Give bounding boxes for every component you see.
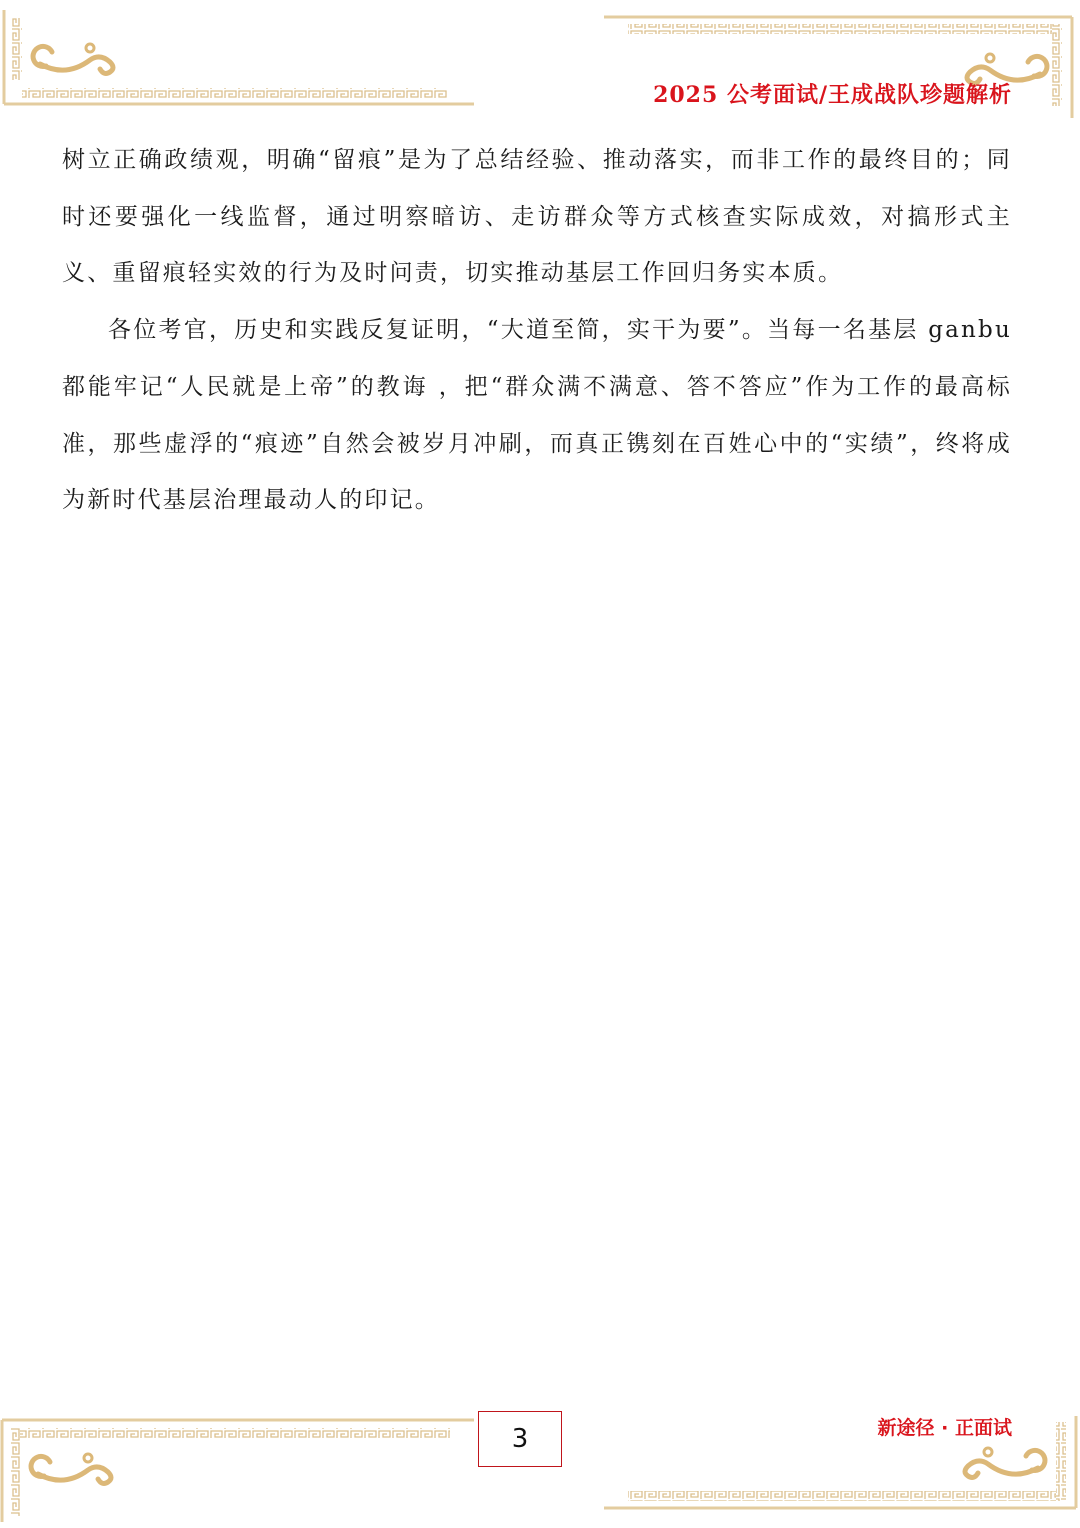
document-body bbox=[62, 132, 1012, 529]
page-number: 3 bbox=[478, 1411, 562, 1467]
paragraph: 各位考官，历史和实践反复证明，“大道至简，实干为要”。当每一名基层 ganbu 都能牢记“人民就是上帝”的教诲 ，把“群众满不满意、答不答应”作为工作的最高标准，那些虚浮的“痕迹”自然会被岁月冲刷，而真正镌刻在百姓心中的“实绩”，终将成为新时代基层治理最动人的印记。 bbox=[62, 317, 1012, 514]
top-left-border bbox=[4, 10, 474, 104]
auspicious-cloud-icon bbox=[965, 1448, 1045, 1477]
paragraph: 树立正确政绩观，明确“留痕”是为了总结经验、推动落实，而非工作的最终目的；同时还要强化一线监督，通过明察暗访、走访群众等方式核查实际成效，对搞形式主义、重留痕轻实效的行为及时问责，切实推动基层工作回归务实本质。 bbox=[62, 147, 1012, 287]
header-title: 2025 公考面试/王成战队珍题解析 bbox=[653, 82, 1012, 108]
auspicious-cloud-icon bbox=[31, 1454, 111, 1483]
bottom-left-border bbox=[2, 1420, 474, 1522]
footer-brand: 新途径 · 正面试 bbox=[877, 1417, 1012, 1439]
auspicious-cloud-icon bbox=[33, 44, 113, 73]
